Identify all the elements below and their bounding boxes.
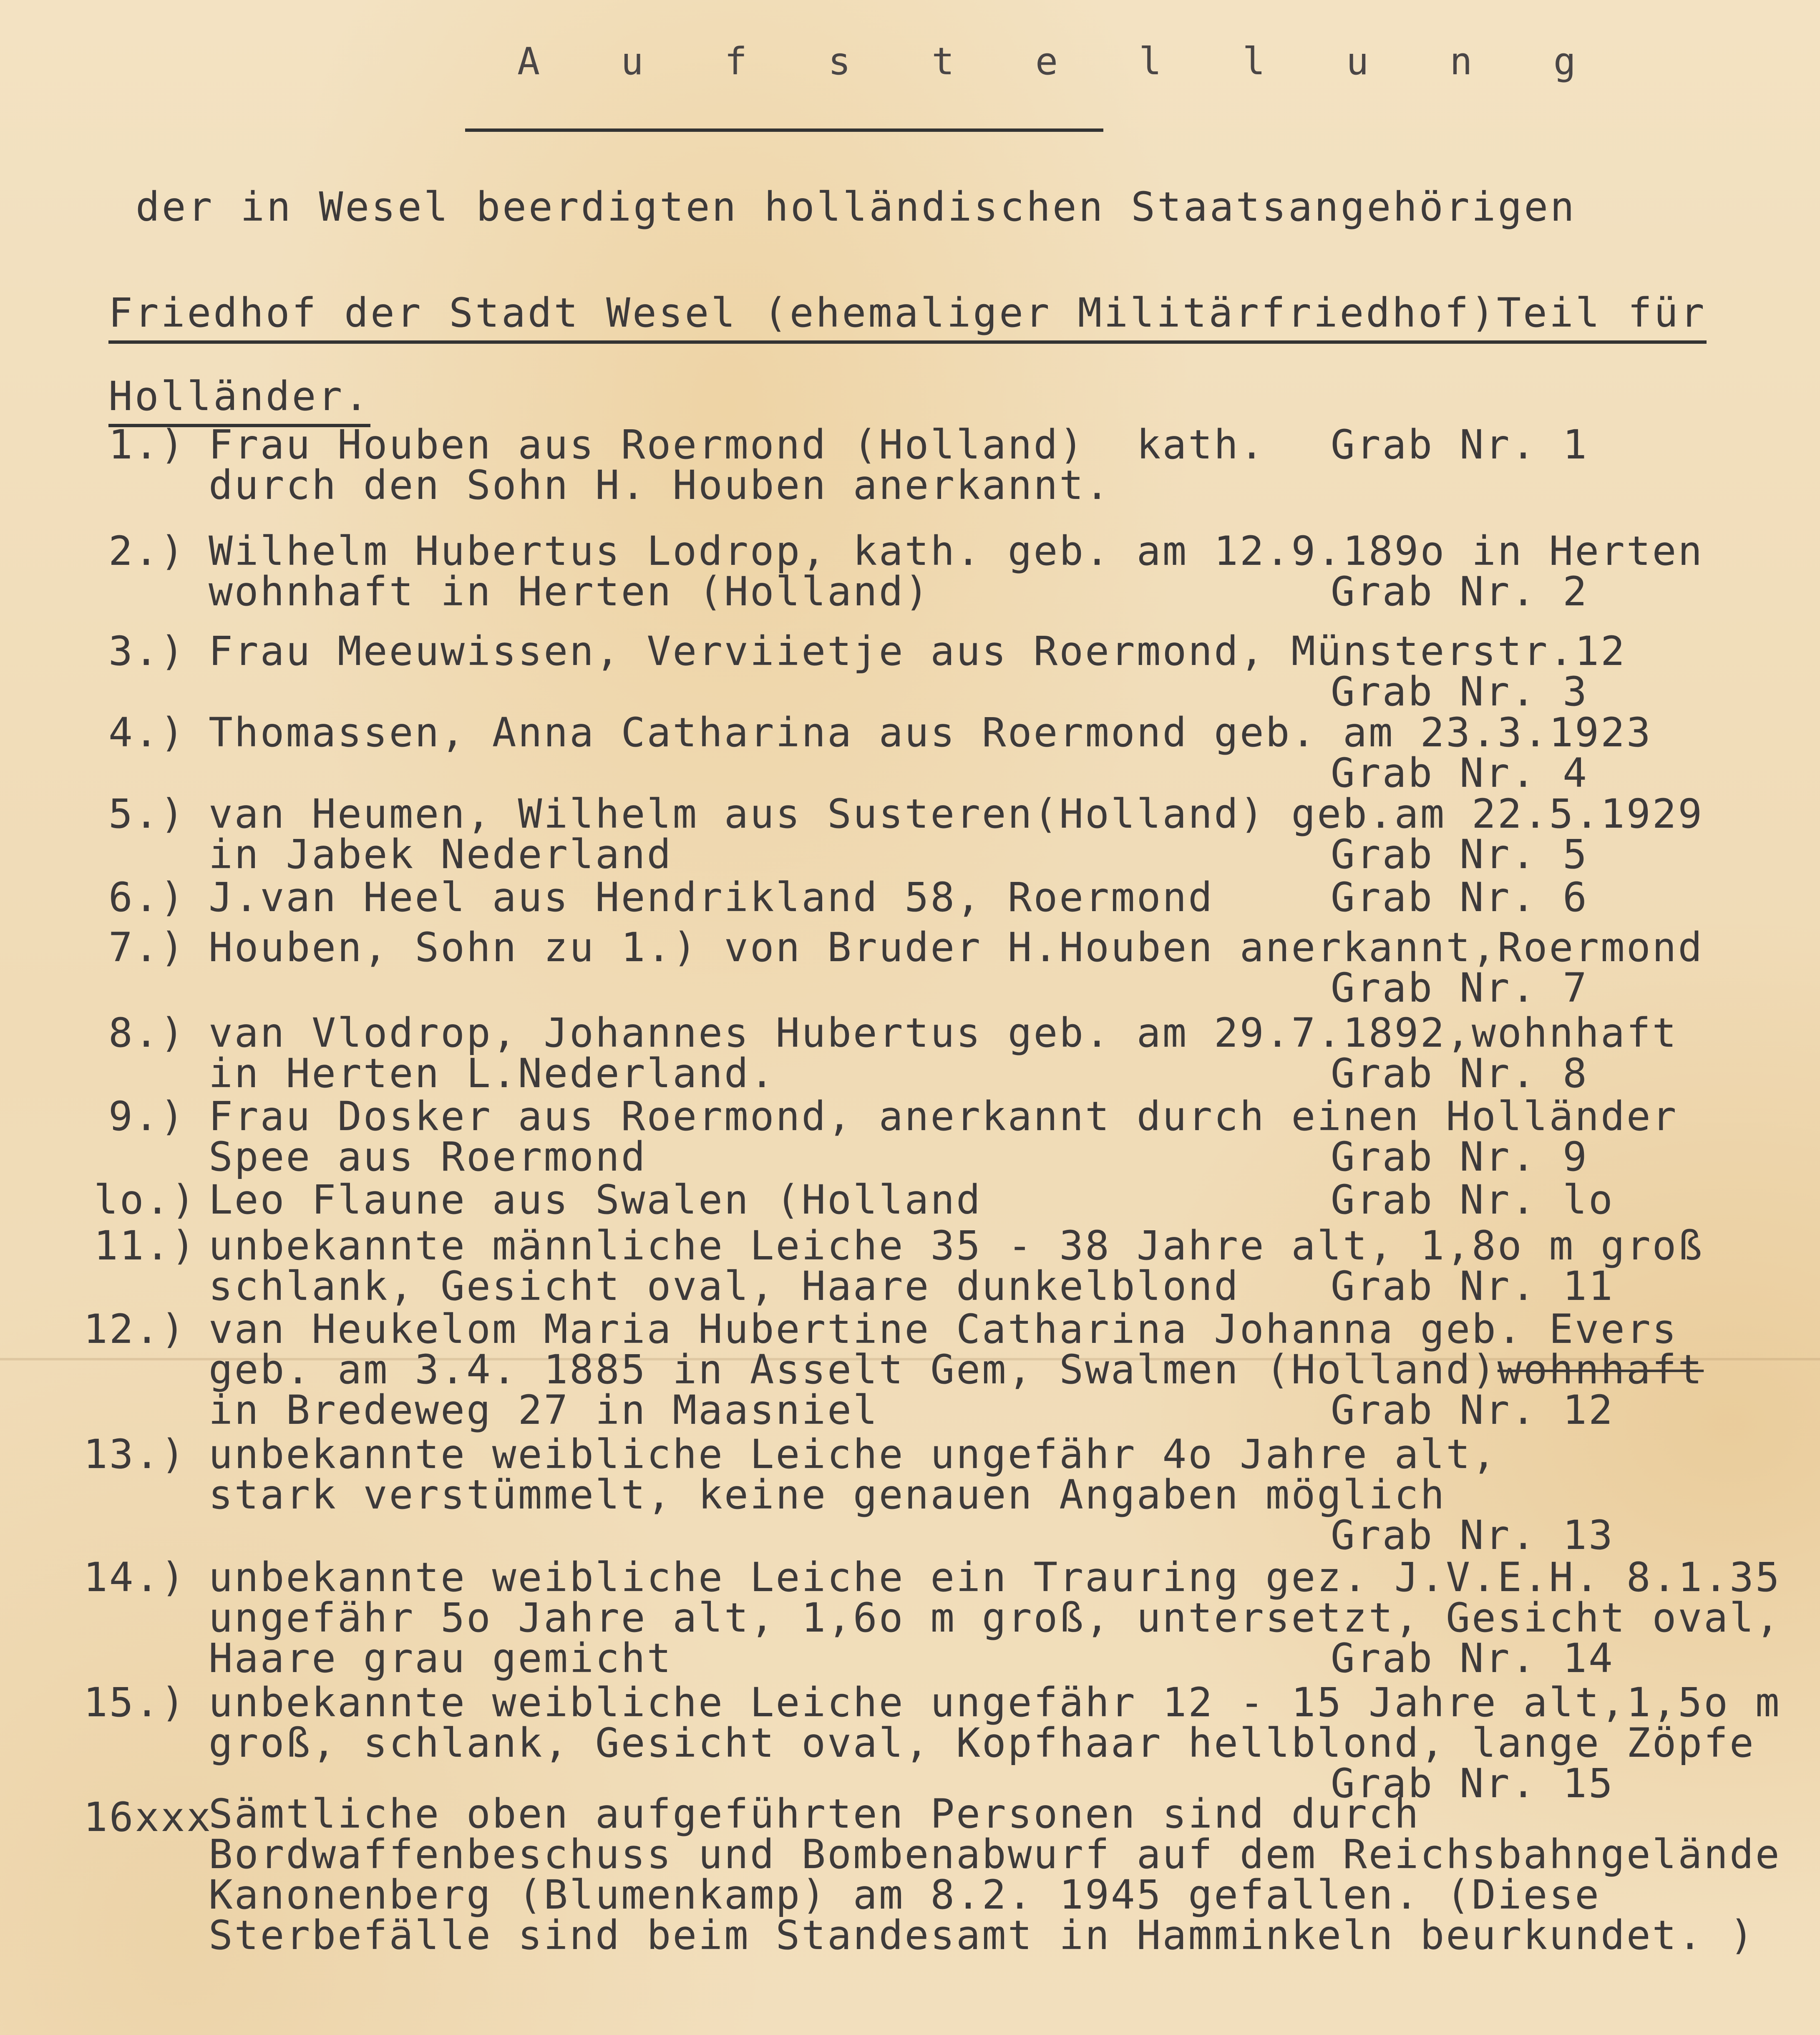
grave-number: Grab Nr. 13 <box>1331 1512 1614 1559</box>
grave-number: Grab Nr. 3 <box>1331 668 1588 715</box>
entry-text-line: van Heumen, Wilhelm aus Susteren(Holland) geb.am 22.5.1929 <box>209 791 1704 837</box>
entry-number: 13.) <box>83 1431 187 1478</box>
entry-text-line: Wilhelm Hubertus Lodrop, kath. geb. am 12.9.189o in Herten <box>209 528 1704 574</box>
struck-out-text: wohnhaft <box>1497 1346 1704 1393</box>
entry-text-line: Houben, Sohn zu 1.) von Bruder H.Houben anerkannt,Roermond <box>209 924 1704 971</box>
entry-text-line: unbekannte weibliche Leiche ungefähr 4o Jahre alt, <box>209 1431 1498 1478</box>
entry-number: 14.) <box>83 1554 187 1601</box>
entry-number: 5.) <box>108 791 186 837</box>
entry-number: 6.) <box>108 874 186 921</box>
grave-number: Grab Nr. 12 <box>1331 1387 1614 1433</box>
grave-number: Grab Nr. lo <box>1331 1176 1614 1223</box>
entry-text-line: unbekannte weibliche Leiche ungefähr 12 - 15 Jahre alt,1,5o m <box>209 1679 1781 1726</box>
entry-text-line: ungefähr 5o Jahre alt, 1,6o m groß, untersetzt, Gesicht oval, <box>209 1594 1781 1641</box>
entry-text-line: in Herten L.Nederland. <box>209 1050 776 1097</box>
grave-number: Grab Nr. 1 <box>1331 421 1588 468</box>
grave-number: Grab Nr. 9 <box>1331 1133 1588 1180</box>
entry-text-line: J.van Heel aus Hendrikland 58, Roermond <box>209 874 1214 921</box>
entry-text-line: unbekannte männliche Leiche 35 - 38 Jahre alt, 1,8o m groß <box>209 1222 1704 1269</box>
entry-text-line: Haare grau gemicht <box>209 1635 673 1682</box>
grave-number: Grab Nr. 4 <box>1331 750 1588 796</box>
entry-text-line: stark verstümmelt, keine genauen Angaben möglich <box>209 1471 1446 1518</box>
entry-number: 3.) <box>108 628 186 675</box>
entry-text-line: in Jabek Nederland <box>209 831 673 878</box>
grave-number: Grab Nr. 14 <box>1331 1635 1614 1682</box>
subtitle: der in Wesel beerdigten holländischen Staatsangehörigen <box>136 184 1576 230</box>
final-note: Sämtliche oben aufgeführten Personen sind durch Bordwaffenbeschuss und Bombenabwurf auf dem Reichsbahngelände Kanonenberg (Blumenkamp) am 8.2. 1945 gefallen. (Diese Sterbefälle sind beim Standesamt in Hamminkeln beurkundet. ) <box>209 1791 1781 1959</box>
entry-text-line: Frau Houben aus Roermond (Holland) kath. <box>209 421 1266 468</box>
grave-number: Grab Nr. 8 <box>1331 1050 1588 1097</box>
grave-number: Grab Nr. 5 <box>1331 831 1588 878</box>
entry-number: 15.) <box>83 1679 187 1726</box>
entry-text-line: wohnhaft in Herten (Holland) <box>209 568 931 615</box>
entry-number: 8.) <box>108 1010 186 1056</box>
grave-number: Grab Nr. 7 <box>1331 965 1588 1011</box>
entry-number: 7.) <box>108 924 186 971</box>
entry-number-final: 16xxx <box>83 1794 212 1841</box>
entry-text-line: unbekannte weibliche Leiche ein Trauring gez. J.V.E.H. 8.1.35 <box>209 1554 1781 1601</box>
entry-number: 11.) <box>94 1222 197 1269</box>
entry-number: 1.) <box>108 421 186 468</box>
entry-text-line: Spee aus Roermond <box>209 1133 647 1180</box>
entry-text-line: schlank, Gesicht oval, Haare dunkelblond <box>209 1263 1240 1310</box>
grave-number: Grab Nr. 6 <box>1331 874 1588 921</box>
entry-text-line: in Bredeweg 27 in Maasniel <box>209 1387 879 1433</box>
entry-text-line: geb. am 3.4. 1885 in Asselt Gem, Swalmen (Holland)wohnhaft <box>209 1346 1704 1393</box>
entry-text-line: Thomassen, Anna Catharina aus Roermond geb. am 23.3.1923 <box>209 709 1652 756</box>
page-title: A u f s t e l l u n g <box>517 40 1605 83</box>
cemetery-heading-text: Friedhof der Stadt Wesel (ehemaliger Militärfriedhof)Teil für Holländer. <box>108 290 1707 427</box>
entry-text-line: Leo Flaune aus Swalen (Holland <box>209 1176 982 1223</box>
entry-text-line: Frau Dosker aus Roermond, anerkannt durch einen Holländer <box>209 1093 1678 1140</box>
grave-number: Grab Nr. 11 <box>1331 1263 1614 1310</box>
entry-number: 9.) <box>108 1093 186 1140</box>
entry-text-line: groß, schlank, Gesicht oval, Kopfhaar hellblond, lange Zöpfe <box>209 1720 1755 1766</box>
entry-text-line: van Vlodrop, Johannes Hubertus geb. am 29.7.1892,wohnhaft <box>209 1010 1678 1056</box>
entry-number: 12.) <box>83 1306 187 1352</box>
entry-number: 2.) <box>108 528 186 574</box>
grave-number: Grab Nr. 2 <box>1331 568 1588 615</box>
entry-text-line: durch den Sohn H. Houben anerkannt. <box>209 462 1111 509</box>
entry-number: lo.) <box>94 1176 197 1223</box>
entry-text-line: van Heukelom Maria Hubertine Catharina Johanna geb. Evers <box>209 1306 1678 1352</box>
grave-number: Grab Nr. 15 <box>1331 1760 1614 1807</box>
entry-number: 4.) <box>108 709 186 756</box>
entry-text-line: Frau Meeuwissen, Verviietje aus Roermond, Münsterstr.12 <box>209 628 1626 675</box>
